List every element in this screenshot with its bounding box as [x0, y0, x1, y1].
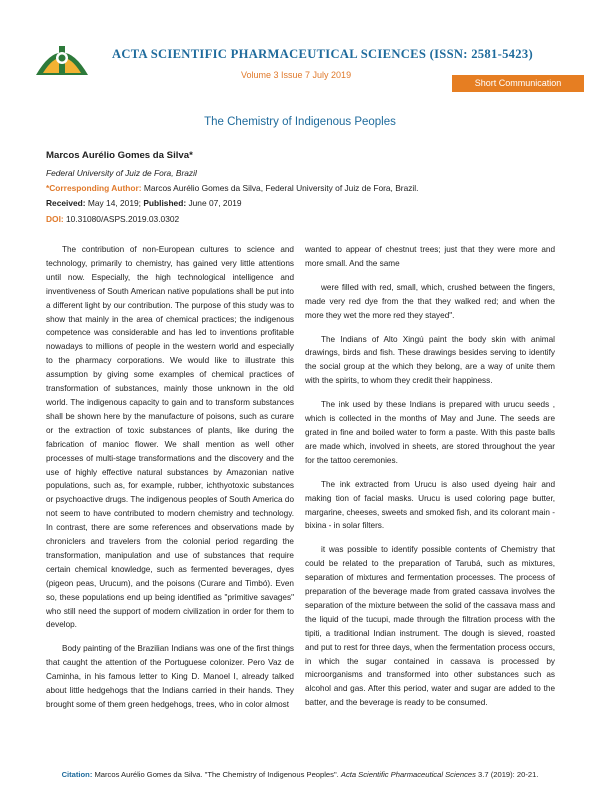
- author-affiliation: Federal University of Juiz de Fora, Brazil: [46, 168, 197, 178]
- received-label: Received:: [46, 198, 86, 208]
- body-paragraph: were filled with red, small, which, crushed between the fingers, made very red dye from the that they walked red; and when the more they wet the more red they stayed".: [305, 282, 555, 320]
- body-paragraph-continued: wanted to appear of chestnut trees; just that they were more and more small. And the same: [305, 245, 555, 268]
- left-column: [46, 243, 294, 722]
- corresponding-author: [46, 183, 418, 193]
- body-paragraph: it was possible to identify possible contents of Chemistry that could be related to the preparation of Tarubá, such as mixtures, separation of mixtures and fermentation processes. The process of preparation of the beverage made from grated cassava involves the separation of the mixture between the solid of the cassava mass and the liquid of the tucupi, made through the filtration process with the tipiti, a traditional Indian instrument. The dough is sieved, roasted and put to rest for three days, when the fermentation process occurs, in which the sugar contained in cassava is processed by microorganisms and transformed into other substances such as alcohol and gas. After this period, water and sugar are added to the batter, and the beverage is ready to be consumed.: [305, 545, 555, 708]
- received-date: May 14, 2019;: [85, 198, 144, 208]
- journal-logo: [33, 40, 91, 78]
- doi-value: 10.31080/ASPS.2019.03.0302: [63, 214, 180, 224]
- body-paragraph: Body painting of the Brazilian Indians was one of the first things that caught the attention of the Portuguese colonizer. Pero Vaz de Caminha, in his famous letter to King D. Manoel I, already talked about little hedgehogs that the Indians carried in their hands. They brought some of them green hedgehogs, trees, who in color almost: [46, 644, 294, 709]
- doi: [46, 214, 179, 224]
- published-label: Published:: [143, 198, 187, 208]
- body-paragraph: The ink extracted from Urucu is also used dyeing hair and making tion of facial masks. Urucu is used coloring page butter, margarine, cheeses, sweets and smoked fish, and its colorant main - bixina - in solar filters.: [305, 479, 555, 531]
- citation-journal: Acta Scientific Pharmaceutical Sciences: [340, 770, 476, 779]
- article-type-badge: Short Communication: [452, 75, 584, 92]
- body-paragraph: The Indians of Alto Xingú paint the body skin with animal drawings, birds and fish. These drawings besides serving to identify the social group at the which they belong, are a way of unite them with the spirits, to whom they credit their happiness.: [305, 334, 555, 386]
- published-date: June 07, 2019: [186, 198, 242, 208]
- journal-title: ACTA SCIENTIFIC PHARMACEUTICAL SCIENCES (ISSN: 2581-5423): [112, 47, 533, 61]
- citation-tail: 3.7 (2019): 20-21.: [475, 770, 539, 779]
- body-paragraph: The ink used by these Indians is prepared with urucu seeds , which is collected in the months of May and June. The seeds are grated in fine and boiled water to form a paste. With this paste balls are made which, involved in sheets, are stored throughout the year for the tattoo ceremonies.: [305, 400, 555, 465]
- doi-label: DOI:: [46, 214, 64, 224]
- corresponding-text: Marcos Aurélio Gomes da Silva, Federal University of Juiz de Fora, Brazil.: [141, 183, 419, 193]
- citation-text: Marcos Aurélio Gomes da Silva. "The Chemistry of Indigenous Peoples".: [92, 770, 341, 779]
- body-paragraph: The contribution of non-European cultures to science and technology, primarily to chemistry, has gained very little attentions until now. Especially, the high technological intelligence and inventiveness of South American native populations shall be put into a different light by our contribution. The purpose of this study was to show that mainly in the area of chemical practices; the indigenous competence was considerable and has led to inventions profitable nowadays to millions of people in the western world and especially to the pharmacy corporations. We would like to illustrate this assumption by giving some examples of chemical practices of transformation of substances, mainly those unknown in the old world. The indigenous capacity to gain and to transform substances shall be shown here by the manufacture of poisons, such as curare or the extraction of toxic substances of plants, like during the fabrication of manioc flower. We shall mention as well other processes of multi-stage transformations and the discovery and the use of highly effective natural substances by Amazonian native populations, such as, for example, rubber, ichthyotoxic substances or psychoactive drugs. The indigenous peoples of South America do not seem to have contributed to modern chemistry and technology. In contrast, there are some references and observations made by chroniclers and travelers from the colonial period regarding the transformation, manipulation and use of substances that require certain chemical knowledge, such as fermented beverages, dyes (pigeon peas, Urucum), and the poisons (Curare and Timbó). Even so, these populations end up being identified as "primitive savages" who still need the support of modern civilization in order for them to develop.: [46, 245, 294, 630]
- volume-issue: Volume 3 Issue 7 July 2019: [241, 70, 352, 80]
- citation-footer: [0, 770, 600, 779]
- author-name: Marcos Aurélio Gomes da Silva*: [46, 150, 193, 161]
- right-column: [305, 243, 555, 720]
- corresponding-label: *Corresponding Author:: [46, 183, 142, 193]
- citation-label: Citation:: [61, 770, 93, 779]
- article-title: The Chemistry of Indigenous Peoples: [204, 116, 396, 128]
- article-dates: [46, 198, 242, 208]
